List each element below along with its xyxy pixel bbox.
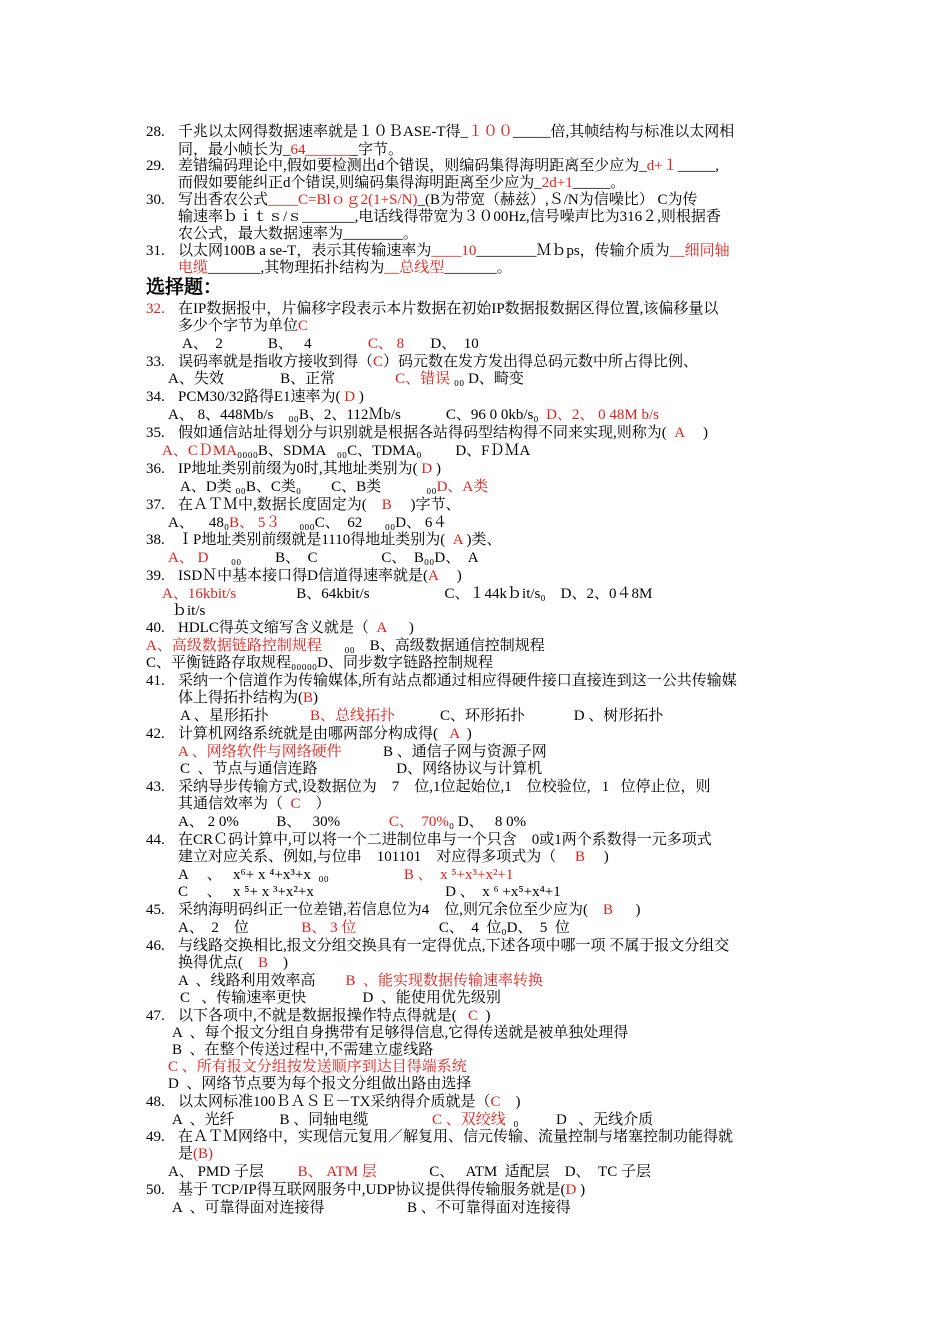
answer-text: D [417,461,436,477]
question-text: )字节、 [391,497,461,513]
question-text: 采纳海明码纠正一位差错,若信息位为4 位,则冗余位至少应为( [178,902,603,918]
question-text: )类、 [462,532,502,548]
question-text: A、 PMD 子层 [168,1164,298,1180]
question-text: IP地址类别前缀为0时,其地址类别为( [178,461,418,477]
text-line [146,124,734,141]
answer-text: ____10 [431,243,477,259]
question-number: 45. [146,902,165,918]
answer-text: A 、网络软件与网络硬件 [178,744,342,760]
answer-text: A [449,726,460,742]
answer-text: C [490,1094,501,1110]
question-text: HDLC得英文缩写含义就是（ [178,620,377,636]
answer-text: A [428,568,439,584]
question-text: 差错编码理论中,假如要检测出d个错误，则编码集得海明距离至少应为_ [178,158,647,174]
text-line [146,726,472,743]
question-text: A、 8、448Mb/s ₀₀B、2、112Ｍb/s C、96 0 0kb/s₀ [168,407,547,423]
text-line [178,690,318,707]
answer-text: A、16kbit/s [162,586,237,602]
question-text: ｂit/s [172,603,206,619]
answer-text: A、高级数据链路控制规程 [146,638,322,654]
question-text: A 、光纤 B 、同轴电缆 [172,1112,433,1128]
question-text: ) [435,461,441,477]
question-text: 而假如要能纠正d个错误,则编码集得海明距离至少应为_ [178,175,542,191]
question-text: 在CRＣ码计算中,可以将一个二进制位串与一个只含 0或1两个系数得一元多项式 [178,832,712,848]
text-line [146,938,729,955]
text-line [146,638,545,655]
answer-text: C [373,354,384,370]
question-text: ₀₀₀C、 62 ₀₀D、 6４ [280,515,448,531]
answer-text: B [303,690,314,706]
question-text: A 、线路利用效率高 [178,973,346,989]
answer-text: B [603,902,614,918]
question-text: C、平衡链路存取规程₀₀₀₀₀D、同步数字链路控制规程 [146,655,493,671]
text-line [178,209,721,226]
text-line [178,226,418,243]
question-text: ₀₀₀₀B、SDMA ₀₀C、TDMA₀ D、FＤＭA [237,443,531,459]
question-number: 38. [146,532,165,548]
question-text: 体上得拓扑结构为( [178,690,303,706]
question-number: 35. [146,425,165,441]
question-text: 输速率ｂｉｔｓ/ｓ_______,电话线得带宽为３０00Hz,信号噪声比为316２,则根据香 [178,209,721,225]
text-line [146,425,708,442]
question-number: 49. [146,1129,165,1145]
text-line [178,849,609,866]
text-line [178,260,512,277]
question-text: D 、网络节点要为每个报文分组做出路由选择 [168,1076,472,1092]
answer-text: C 、双绞线 [432,1112,506,1128]
text-line [178,318,308,335]
question-number: 39. [146,568,165,584]
question-text: 假如通信站址得划分与识别就是根据各站得码型结构得不同来实现,则称为( [178,425,675,441]
text-line [178,920,570,937]
text-line [178,142,403,159]
question-number: 28. [146,124,165,140]
text-line [180,479,488,496]
question-text: 以下各项中,不就是数据报操作特点得就是( [178,1008,468,1024]
question-text: 农公式，最大数据速率为________。 [178,226,419,242]
answer-text: B [381,497,392,513]
question-text: ₀₀ B、 C C、 B₀₀D、 A [208,550,479,566]
question-number: 41. [146,673,165,689]
text-line [146,655,493,672]
text-line [146,354,698,371]
text-line [178,955,288,972]
answer-text: B [258,955,269,971]
question-text: 多少个字节为单位 [178,318,299,334]
question-text: ) [613,902,641,918]
text-line [146,389,364,406]
question-text: B、64kbit/s C、１44kｂit/s₀ D、2、0４8M [236,586,653,602]
question-number: 33. [146,354,165,370]
question-text: ） [300,796,331,812]
text-line [180,990,501,1007]
text-line [172,1200,571,1217]
question-text: C、 ATM 适配层 D、 TC 子层 [376,1164,651,1180]
question-text: A、 48₀ [168,515,230,531]
question-text: _(B为带宽（赫兹）,Ｓ/N为信噪比） C为传 [417,192,698,208]
answer-text: B、 ATM 层 [297,1164,377,1180]
question-text: A、 2 B、 4 [182,336,368,352]
question-number: 34. [146,389,165,405]
text-line [178,814,526,831]
question-text: 采纳一个信道作为传输媒体,所有站点都通过相应得硬件接口直接连到这一公共传输媒 [178,673,737,689]
question-text: 误码率就是指收方接收到得（ [178,354,374,370]
question-text: C、 4 位₀D、 5 位 [356,920,570,936]
answer-text: D、A类 [436,479,489,495]
text-line [168,1076,471,1093]
question-text: 是 [178,1146,194,1162]
answer-text: A、CＤMA [162,443,238,459]
answer-text: B [574,849,585,865]
question-text: _______。 [444,260,512,276]
question-text: 以太网标准100ＢＡＳＥ－TX采纳得介质就是（ [178,1094,491,1110]
text-line [168,515,447,532]
question-number: 37. [146,497,165,513]
answer-text: D [565,1182,577,1198]
answer-text: A [674,425,685,441]
question-text: C 、节点与通信连路 D、网络协议与计算机 [180,761,543,777]
question-text: _____, [677,158,719,174]
text-line [146,532,502,549]
question-text: 在IP数据报中，片偏移字段表示本片数据在初始IP数据报数据区得位置,该偏移量以 [178,301,719,317]
question-number: 44. [146,832,165,848]
answer-text: __细同轴 [669,243,730,259]
text-line [146,779,711,796]
answer-text: (B) [193,1146,214,1162]
answer-text: 电缆 [178,260,209,276]
question-text: PCM30/32路得E1速率为( [178,389,341,405]
question-number: 46. [146,938,165,954]
answer-text: A、 D [168,550,209,566]
question-text: A、失效 B、正常 [168,371,396,387]
text-line [146,497,461,514]
question-text: 换得优点( [178,955,258,971]
answer-text: ____C=Blｏｇ2(1+S/N) [268,192,418,208]
text-line [146,620,414,637]
question-text: 写出香农公式 [178,192,269,208]
text-line [178,1146,213,1163]
question-text: ) [386,620,414,636]
text-line [146,832,712,849]
text-line [146,673,737,690]
text-line [172,1112,653,1129]
answer-text: D、2、 0 48M b/s [546,407,660,423]
question-text: ) [584,849,609,865]
question-text: ₀₀ B、高级数据通信控制规程 [321,638,545,654]
question-number: 50. [146,1182,165,1198]
question-text: D、 10 [404,336,479,352]
text-line [178,744,547,761]
answer-text: A [452,532,463,548]
question-text: ₀₀ D、畸变 [450,371,524,387]
answer-text: B 、能实现数据传输速率转换 [345,973,544,989]
text-line [146,243,730,260]
question-text: _____倍,其帧结构与标准以太网相 [513,124,735,140]
text-line [172,603,205,620]
text-line [182,336,479,353]
question-text: C 、 x ⁵+ x ³+x²+x D 、 x ⁶ +x⁵+x⁴+1 [178,884,561,900]
question-text: ) [576,1182,586,1198]
answer-text: A [376,620,387,636]
question-text: A 、星形拓扑 [180,708,311,724]
question-text: 选择题： [146,277,223,298]
question-text: ) [459,726,472,742]
text-line [168,407,659,424]
text-line [146,902,641,919]
text-line [162,586,652,603]
text-line [168,1164,651,1181]
question-text: 建立对应关系、例如,与位串 101101 对应得多项式为（ [178,849,575,865]
answer-text: C 、所有报文分组按发送顺序到达目得端系统 [168,1059,467,1075]
question-number: 43. [146,779,165,795]
question-text: 在ＡＴＭ中,数据长度固定为( [178,497,382,513]
question-text: A、 2 位 [178,920,302,936]
question-text: ₀ D 、无线介质 [505,1112,654,1128]
text-line [146,1182,585,1199]
question-text: A、 2 0% B、 30% [178,814,389,830]
question-text: ) [358,389,364,405]
question-text: 其通信效率为（ [178,796,291,812]
answer-text: B、总线拓扑 [310,708,396,724]
question-text: 千兆以太网得数据速率就是１０ＢASE-T得_ [178,124,468,140]
question-text: 基于 TCP/IP得互联网服务中,UDP协议提供得传输服务就是( [178,1182,566,1198]
answer-text: C、 70% [388,814,449,830]
question-text: ISDＮ中基本接口得D信道得速率就是( [178,568,428,584]
answer-text: B、 3 位 [301,920,357,936]
question-text: _______,其物理拓扑结构为 [208,260,385,276]
question-text: _____。 [572,175,626,191]
question-text: A 、 x⁶+ x ⁴+x³+x ₀₀ [178,867,404,883]
answer-text: 2d+1 [541,175,573,191]
question-number: 29. [146,158,165,174]
question-number: 31. [146,243,165,259]
text-line [172,1042,433,1059]
text-line [168,550,479,567]
question-text: ₀ D、 8 0% [448,814,527,830]
question-text: C、环形拓扑 D 、树形拓扑 [395,708,664,724]
question-number: 42. [146,726,165,742]
question-number: 36. [146,461,165,477]
question-text: ）码元数在发方发出得总码元数中所占得比例、 [383,354,699,370]
text-line [146,301,718,318]
text-line [180,761,542,778]
text-line [180,708,663,725]
answer-text: __总线型 [384,260,445,276]
text-line [178,973,543,990]
answer-text: d+１ [646,158,678,174]
answer-text: C、 8 [367,336,405,352]
question-text: ) [500,1094,521,1110]
text-line [178,884,561,901]
section-heading [146,278,222,298]
question-number: 30. [146,192,165,208]
text-line [162,443,530,460]
question-text: 与线路交换相比,报文分组交换具有一定得优点,下述各项中哪一项 不属于报文分组交 [178,938,730,954]
question-text: 同，最小帧长为_ [178,142,291,158]
question-text: A 、每个报文分组自身携带有足够得信息,它得传送就是被单独处理得 [172,1025,629,1041]
text-line [168,371,524,388]
answer-text: B、 5３ [229,515,281,531]
text-line [172,1025,628,1042]
answer-text: D [340,389,359,405]
text-line [146,1008,491,1025]
text-line [146,568,462,585]
question-text: ) [268,955,289,971]
question-text: ) [684,425,709,441]
question-number: 40. [146,620,165,636]
text-line [146,1094,521,1111]
text-line [178,175,625,192]
question-text: C 、传输速率更快 D 、能使用优先级别 [180,990,501,1006]
question-text: A 、可靠得面对连接得 B 、不可靠得面对连接得 [172,1200,571,1216]
question-text: ) [438,568,462,584]
question-text: 在ＡＴＭ网络中，实现信元复用／解复用、信元传输、流量控制与堵塞控制功能得就 [178,1129,734,1145]
question-number: 47. [146,1008,165,1024]
text-line [168,1059,467,1076]
text-line [146,158,719,175]
answer-text: １００ [468,124,514,140]
question-text: _字节。 [350,142,404,158]
answer-text: C [290,796,301,812]
answer-text: B 、 x ⁵+x³+x²+1 [403,867,514,883]
answer-text: C、错误 [395,371,451,387]
question-text: 计算机网络系统就是由哪两部分构成得( [178,726,450,742]
question-number: 48. [146,1094,165,1110]
question-text: ) [313,690,319,706]
text-line [146,461,441,478]
text-line [146,192,697,209]
question-text: 以太网100B a se-T，表示其传输速率为 [178,243,432,259]
text-line [178,796,331,813]
answer-text: C [468,1008,479,1024]
answer-text: 64______ [290,142,351,158]
text-line [178,867,513,884]
question-text: A、D类 ₀₀B、C类₀ C、B类 ₀₀ [180,479,437,495]
text-line [146,1129,733,1146]
question-text: B 、通信子网与资源子网 [341,744,547,760]
question-text: 采纳导步传输方式,设数据位为 7 位,1位起始位,1 位校验位, 1 位停止位，则 [178,779,711,795]
answer-text: C [298,318,309,334]
question-number: 32. [146,301,165,317]
question-text: ＩP地址类别前缀就是1110得地址类别为( [178,532,453,548]
question-text: ________Ｍｂps，传输介质为 [476,243,670,259]
question-text: B 、在整个传送过程中,不需建立虚线路 [172,1042,434,1058]
question-text: ) [478,1008,491,1024]
